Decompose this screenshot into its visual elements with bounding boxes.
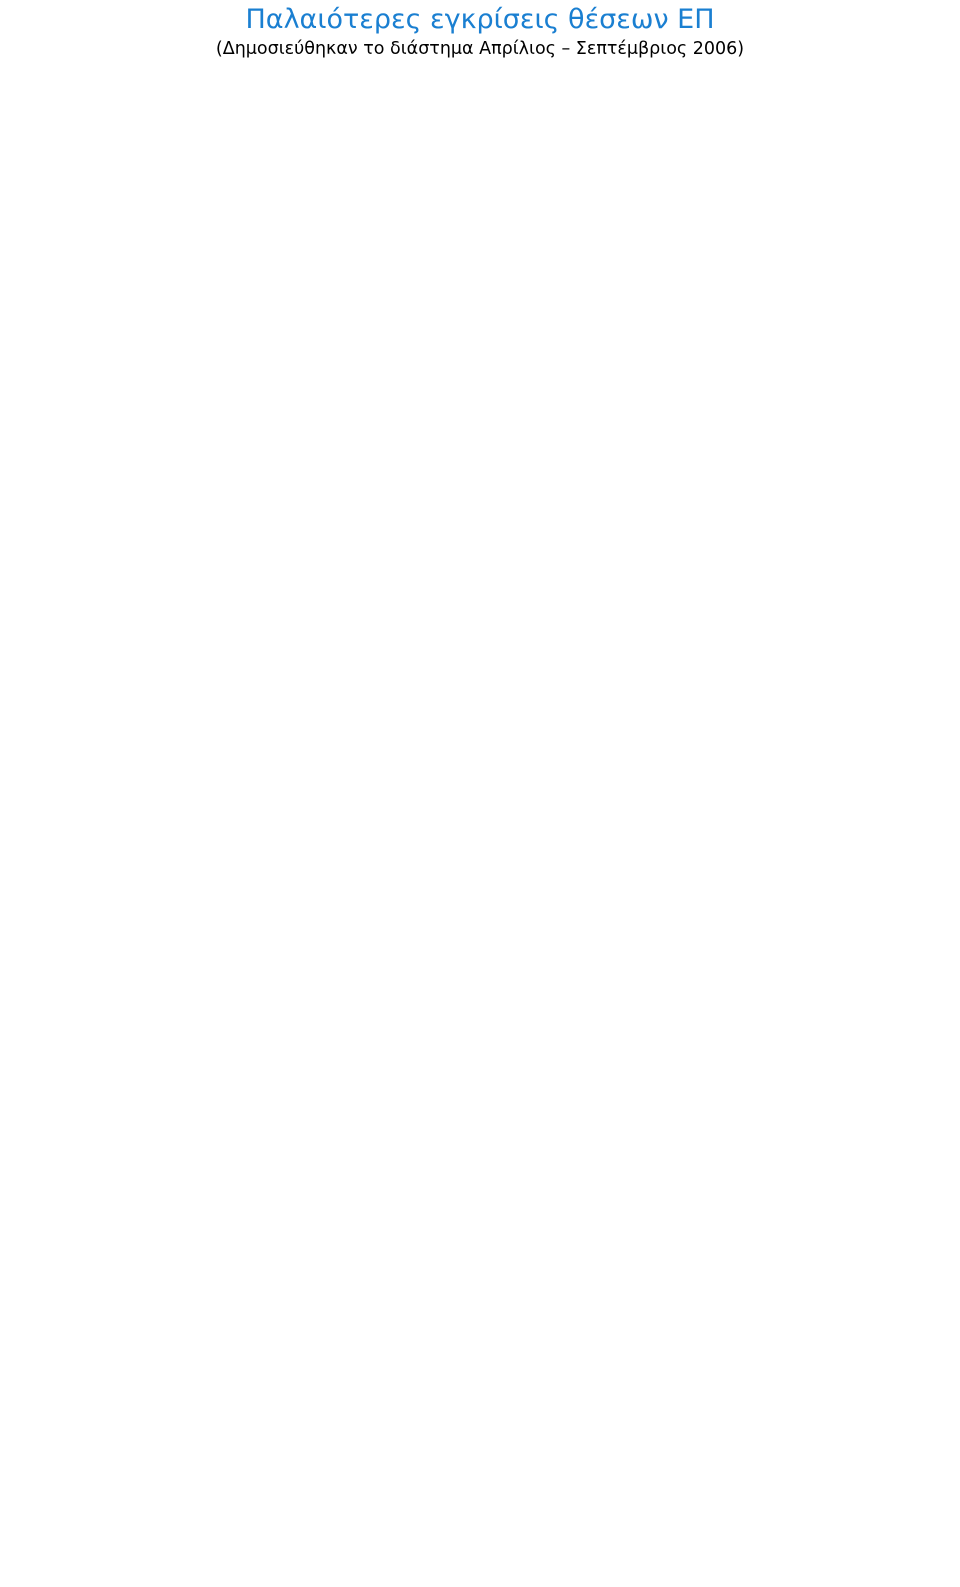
page-subtitle: (Δημοσιεύθηκαν το διάστημα Απρίλιος – Σεπτέμβριος 2006) [215,39,745,59]
page-title: Παλαιότερες εγκρίσεις θέσεων ΕΠ [245,4,715,35]
